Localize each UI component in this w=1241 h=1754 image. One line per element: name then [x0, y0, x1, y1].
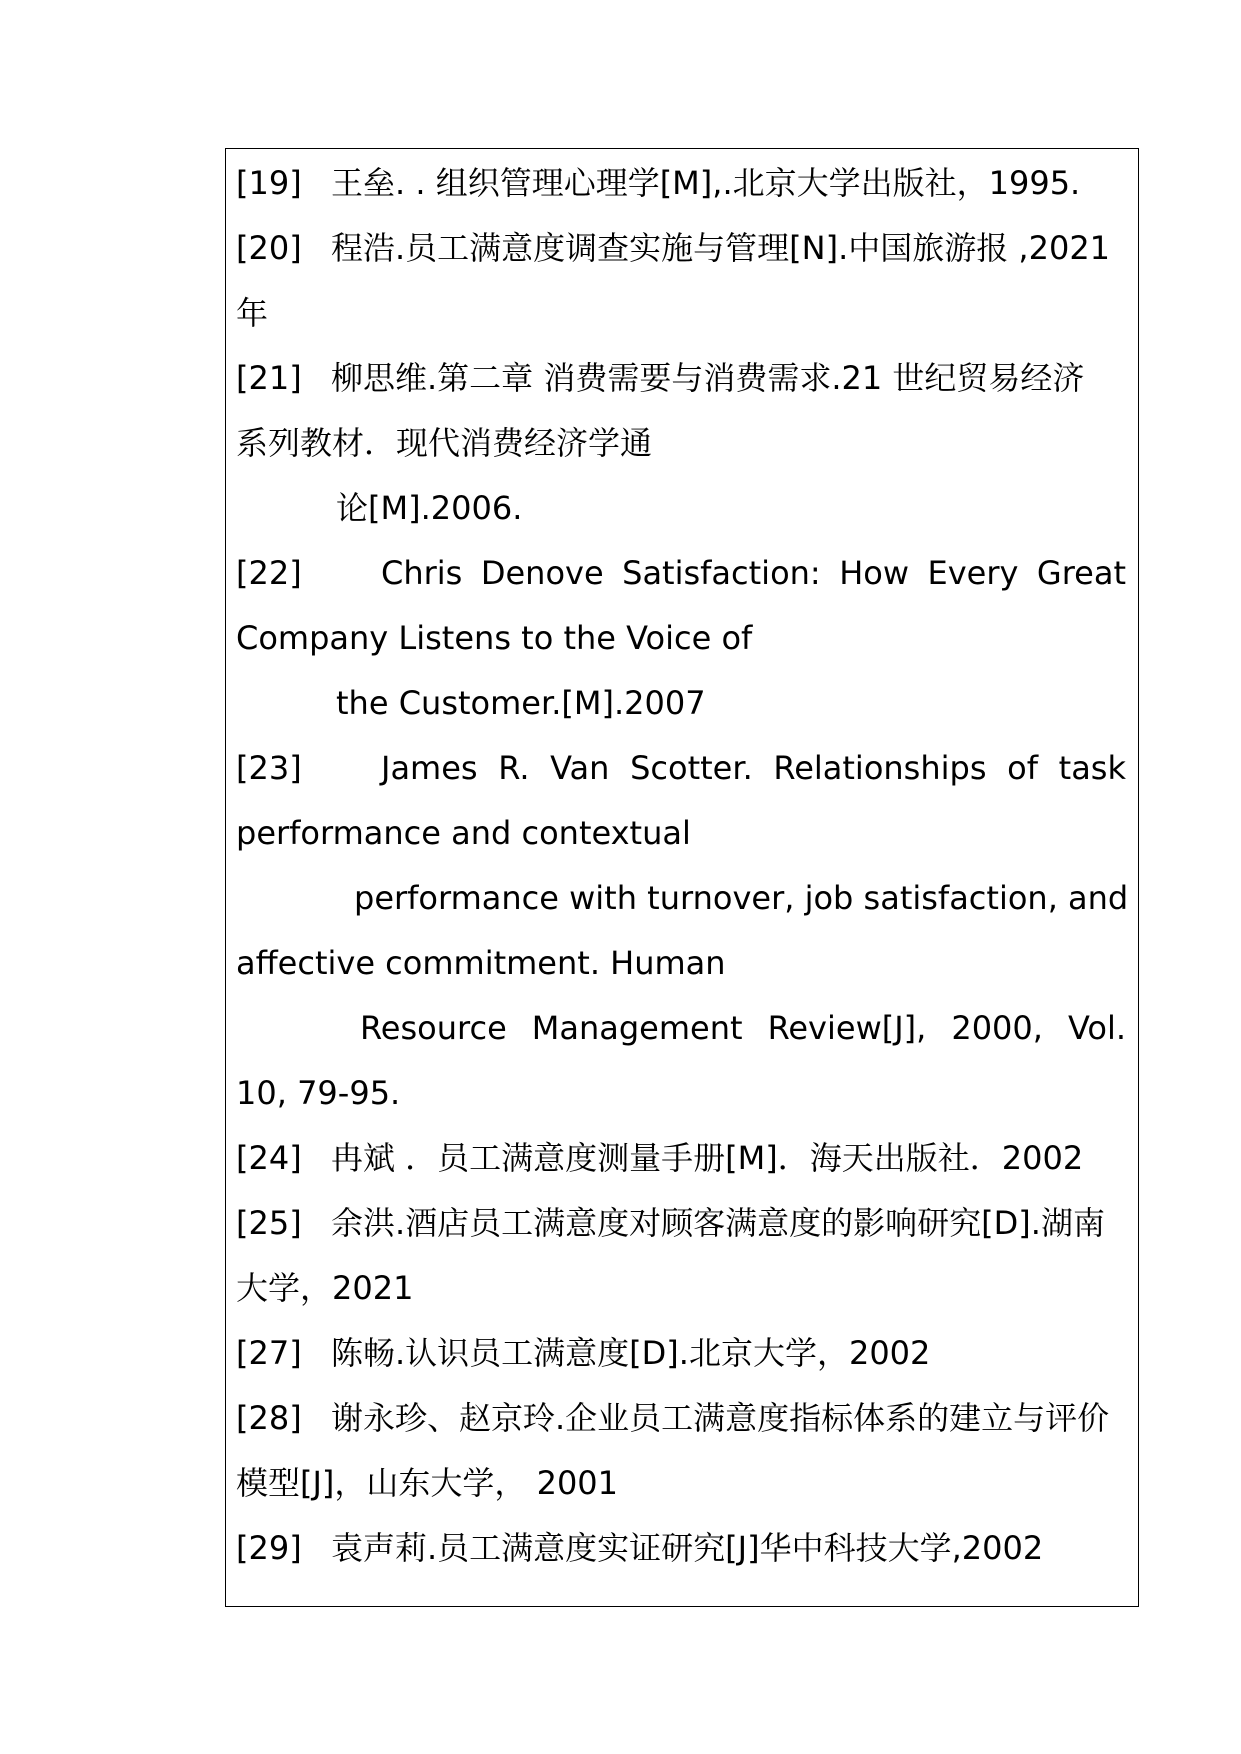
reference-number: [27] [236, 1334, 302, 1372]
reference-line-continuation [236, 281, 268, 346]
reference-number: [25] [236, 1204, 302, 1242]
reference-line-continuation [236, 1451, 618, 1516]
reference-line-continuation [236, 411, 652, 476]
reference-line-continuation [236, 671, 706, 736]
reference-text: 袁声莉.员工满意度实证研究[J]华中科技大学,2002 [331, 1529, 1044, 1567]
reference-line [236, 541, 1126, 606]
reference-text: Company Listens to the Voice of [236, 619, 753, 657]
reference-text: 柳思维.第二章 消费需要与消费需求.21 世纪贸易经济 [331, 359, 1085, 397]
reference-text: 冉斌 ．员工满意度测量手册[M]．海天出版社．2002 [331, 1139, 1084, 1177]
reference-line-continuation [236, 866, 1129, 931]
reference-text: 论[M].2006. [336, 489, 523, 527]
reference-line [236, 1321, 930, 1386]
reference-number: [21] [236, 359, 302, 397]
reference-text: 陈畅.认识员工满意度[D].北京大学，2002 [331, 1334, 931, 1372]
reference-text: Chris Denove Satisfaction: How Every Great [381, 554, 1126, 592]
reference-text: 大学，2021 [236, 1269, 414, 1307]
reference-text: affective commitment. Human [236, 944, 726, 982]
reference-line [236, 1126, 1083, 1191]
reference-line-continuation [236, 996, 1126, 1061]
reference-line-continuation [236, 801, 691, 866]
reference-text: 谢永珍、赵京玲.企业员工满意度指标体系的建立与评价 [331, 1399, 1110, 1437]
reference-number: [28] [236, 1399, 302, 1437]
reference-text: the Customer.[M].2007 [336, 684, 706, 722]
reference-text: 王垒. . 组织管理心理学[M],.北京大学出版社，1995. [331, 164, 1081, 202]
reference-number: [24] [236, 1139, 302, 1177]
reference-line-continuation [236, 1256, 413, 1321]
reference-text: 系列教材．现代消费经济学通 [236, 424, 653, 462]
reference-text: 模型[J]，山东大学， 2001 [236, 1464, 619, 1502]
reference-number: [19] [236, 164, 302, 202]
reference-text: 年 [236, 294, 269, 332]
reference-line-continuation [236, 606, 752, 671]
reference-number: [29] [236, 1529, 302, 1567]
reference-number: [22] [236, 554, 302, 592]
reference-text: Resource Management Review[J], 2000, Vol. [360, 1009, 1126, 1047]
reference-line [236, 151, 1080, 216]
reference-number: [23] [236, 749, 302, 787]
reference-line [236, 346, 1084, 411]
reference-line [236, 1516, 1043, 1581]
reference-text: performance and contextual [236, 814, 691, 852]
reference-line-continuation [236, 1061, 400, 1126]
reference-line [236, 216, 1126, 281]
reference-line [236, 736, 1126, 801]
reference-number: [20] [236, 229, 302, 267]
reference-text: James R. Van Scotter. Relationships of task [381, 749, 1126, 787]
reference-text: performance with turnover, job satisfaction, and [354, 879, 1129, 917]
reference-text: 10, 79-95. [236, 1074, 401, 1112]
reference-text: 程浩.员工满意度调查实施与管理[N].中国旅游报 ,2021 [331, 229, 1111, 267]
reference-line-continuation [236, 476, 522, 541]
reference-line [236, 1386, 1109, 1451]
reference-line-continuation [236, 931, 726, 996]
reference-text: 余洪.酒店员工满意度对顾客满意度的影响研究[D].湖南 [331, 1204, 1105, 1242]
reference-box [225, 148, 1139, 1607]
reference-line [236, 1191, 1105, 1256]
